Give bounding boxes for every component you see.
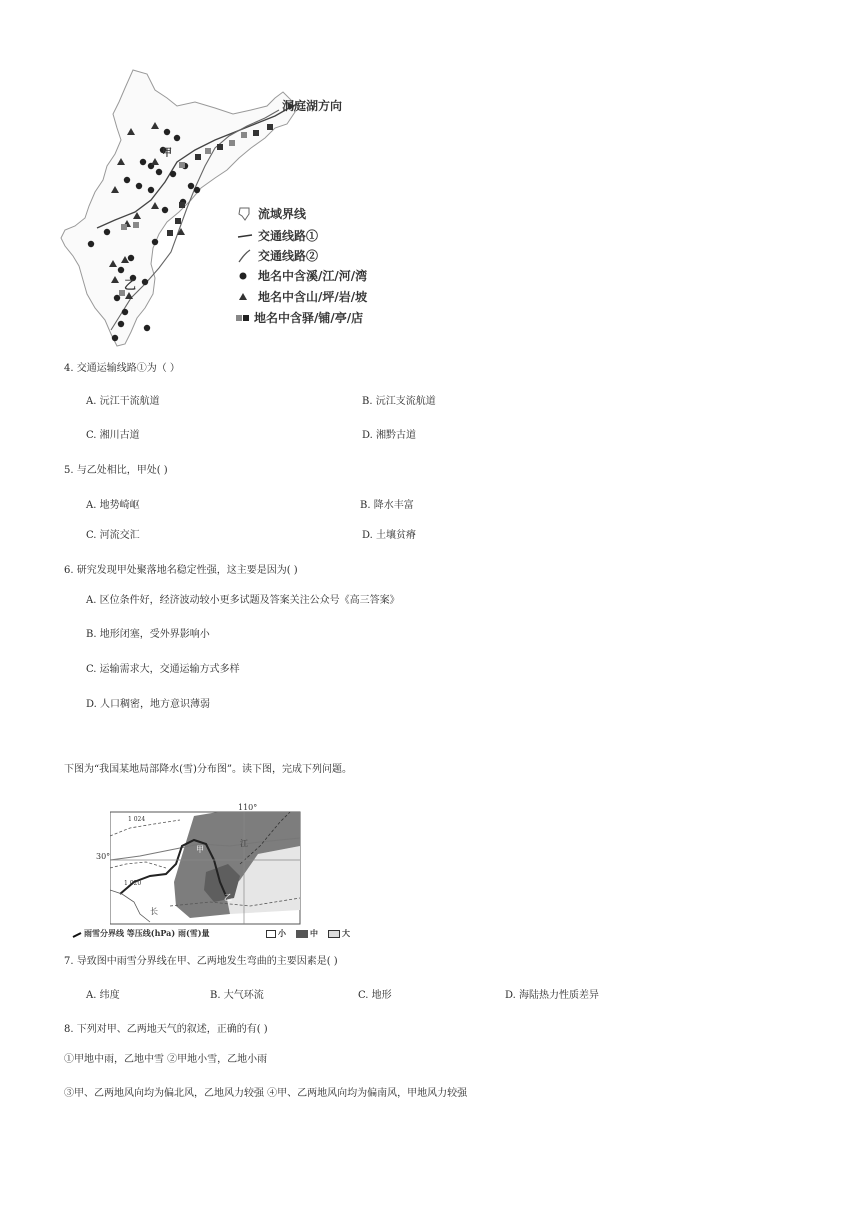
- q7-option-a[interactable]: A. 纬度: [86, 990, 120, 1001]
- map2-legend-text: 雨雪分界线 等压线(hPa) 雨(雪)量: [84, 928, 210, 938]
- question-4-stem: 4. 交通运输线路①为（ ）: [64, 363, 180, 374]
- legend-label: 交通线路②: [258, 249, 319, 263]
- small-swatch-icon: [266, 930, 276, 938]
- question-7-stem: 7. 导致图中雨雪分界线在甲、乙两地发生弯曲的主要因素是( ): [64, 956, 338, 967]
- legend-small: 小: [278, 928, 286, 938]
- q7-option-b[interactable]: B. 大气环流: [210, 990, 264, 1001]
- medium-swatch-icon: [296, 930, 308, 938]
- map1-jia-label: 甲: [162, 148, 172, 159]
- q5-option-a[interactable]: A. 地势崎岖: [86, 500, 140, 511]
- q6-option-c[interactable]: C. 运输需求大，交通运输方式多样: [86, 664, 240, 675]
- map2-yi-label: 乙: [224, 893, 232, 902]
- legend-large: 大: [342, 928, 350, 938]
- map2-legend: [72, 928, 372, 940]
- q6-option-b[interactable]: B. 地形闭塞，受外界影响小: [86, 629, 210, 640]
- legend-label: 交通线路①: [258, 229, 319, 243]
- question-6-stem: 6. 研究发现甲处聚落地名稳定性强，这主要是因为( ): [64, 565, 298, 576]
- triangle-icon: [236, 289, 254, 305]
- latitude-label: 30°: [96, 852, 111, 861]
- legend-label: 地名中含山/坪/岩/坡: [258, 290, 368, 304]
- map1-yi-label: 乙: [124, 278, 137, 292]
- isobar-label-1024: 1 024: [128, 816, 146, 823]
- legend-label: 流域界线: [258, 207, 307, 221]
- q4-option-b[interactable]: B. 沅江支流航道: [362, 396, 436, 407]
- q4-option-d[interactable]: D. 湘黔古道: [362, 430, 417, 441]
- q5-option-c[interactable]: C. 河流交汇: [86, 530, 140, 541]
- legend-label: 地名中含驿/铺/亭/店: [254, 311, 364, 325]
- square-icon: [236, 310, 256, 326]
- circle-icon: [236, 268, 254, 284]
- q6-option-d[interactable]: D. 人口稠密，地方意识薄弱: [86, 699, 211, 710]
- q8-statements-1: ①甲地中雨，乙地中雪 ②甲地小雪，乙地小雨: [64, 1054, 268, 1065]
- q8-statements-2: ③甲、乙两地风向均为偏北风，乙地风力较强 ④甲、乙两地风向均为偏南风，甲地风力较强: [64, 1088, 468, 1099]
- q4-option-a[interactable]: A. 沅江干流航道: [86, 396, 160, 407]
- q6-option-a[interactable]: A. 区位条件好，经济波动较小更多试题及答案关注公众号《高三答案》: [86, 595, 400, 606]
- map2-jia-label: 甲: [196, 845, 204, 854]
- arrow-label: 洞庭湖方向: [282, 99, 343, 113]
- question-5-stem: 5. 与乙处相比，甲处( ): [64, 465, 168, 476]
- route-2-icon: [236, 248, 254, 264]
- route-1-icon: [236, 228, 254, 244]
- basin-map: [55, 62, 395, 352]
- boundary-symbol-icon: [72, 930, 82, 940]
- longitude-label: 110°: [238, 803, 258, 812]
- q7-option-d[interactable]: D. 海陆热力性质差异: [505, 990, 600, 1001]
- isobar-label-1020: 1 020: [124, 880, 142, 887]
- map2-jiang-label: 江: [240, 839, 248, 848]
- map2-chang-label: 长: [150, 907, 158, 916]
- q7-option-c[interactable]: C. 地形: [358, 990, 392, 1001]
- q5-option-d[interactable]: D. 土壤贫瘠: [362, 530, 417, 541]
- q4-option-c[interactable]: C. 湘川古道: [86, 430, 140, 441]
- legend-mid: 中: [310, 928, 318, 938]
- legend-label: 地名中含溪/江/河/湾: [258, 269, 368, 283]
- question-8-stem: 8. 下列对甲、乙两地天气的叙述，正确的有( ): [64, 1024, 268, 1035]
- basin-boundary-icon: [236, 206, 254, 222]
- large-swatch-icon: [328, 930, 340, 938]
- q5-option-b[interactable]: B. 降水丰富: [360, 500, 414, 511]
- intro-text: 下图为“我国某地局部降水(雪)分布图”。读下图，完成下列问题。: [64, 764, 353, 775]
